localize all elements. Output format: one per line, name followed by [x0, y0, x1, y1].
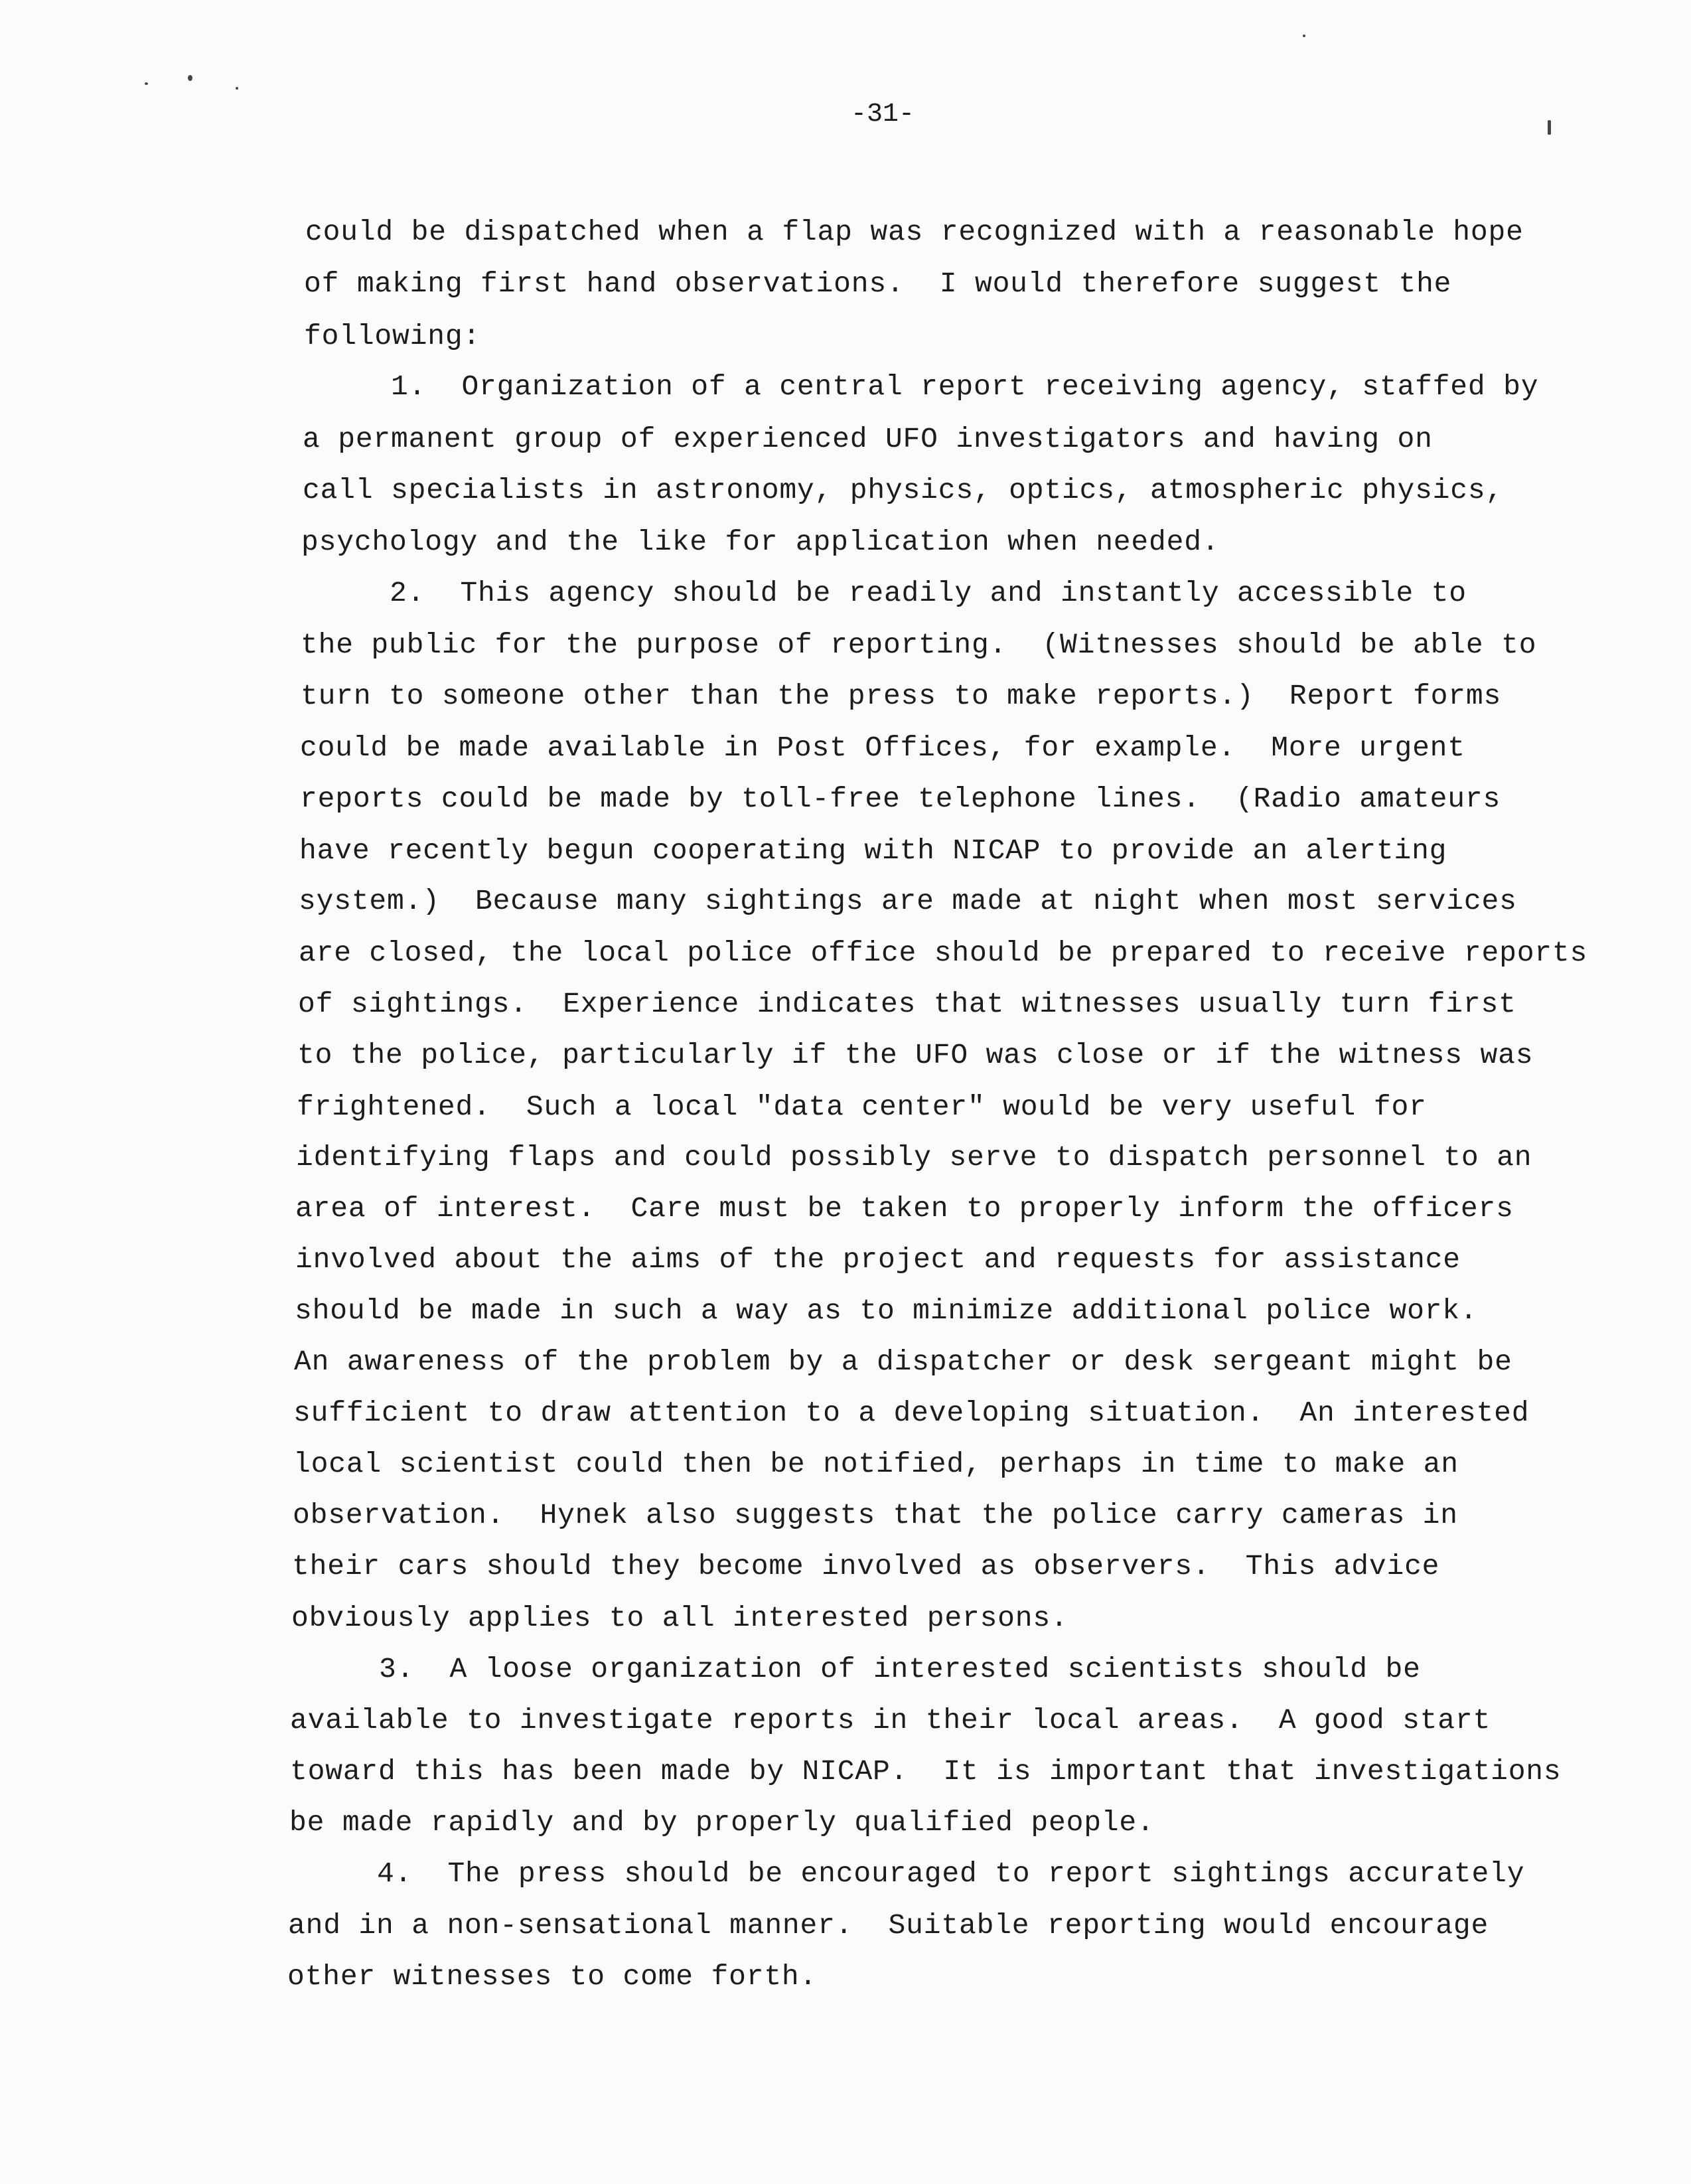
text-line: 4. The press should be encouraged to report sightings accurately [289, 1857, 1525, 1890]
text-line: 2. This agency should be readily and instantly accessible to [301, 577, 1467, 609]
text-line: of sightings. Experience indicates that witnesses usually turn first [298, 988, 1516, 1020]
scan-speck [1548, 120, 1551, 135]
text-line: following: [304, 320, 481, 352]
text-line: sufficient to draw attention to a developing situation. An interested [293, 1397, 1530, 1429]
text-line: the public for the purpose of reporting. (Witnesses should be able to [301, 629, 1537, 661]
text-line: 3. A loose organization of interested scientists should be [291, 1653, 1421, 1685]
page-number: -31- [850, 100, 915, 129]
text-line: involved about the aims of the project and requests for assistance [295, 1243, 1461, 1276]
text-line: identifying flaps and could possibly serve to dispatch personnel to an [296, 1141, 1532, 1174]
text-line: local scientist could then be notified, perhaps in time to make an [293, 1448, 1459, 1480]
text-line: could be made available in Post Offices, for example. More urgent [300, 732, 1465, 764]
scan-speck [188, 75, 192, 81]
text-line: be made rapidly and by properly qualified people. [289, 1806, 1155, 1839]
text-line: should be made in such a way as to minimize additional police work. [295, 1294, 1478, 1327]
text-line: turn to someone other than the press to make reports.) Report forms [301, 680, 1502, 712]
text-line: other witnesses to come forth. [287, 1960, 818, 1993]
text-line: are closed, the local police office should be prepared to receive reports [299, 937, 1588, 969]
text-line: and in a non-sensational manner. Suitable reporting would encourage [288, 1909, 1489, 1942]
text-line: observation. Hynek also suggests that the police carry cameras in [293, 1499, 1458, 1531]
text-line: frightened. Such a local "data center" would be very useful for [297, 1091, 1427, 1123]
text-line: call specialists in astronomy, physics, optics, atmospheric physics, [303, 474, 1504, 507]
text-line: of making first hand observations. I would therefore suggest the [304, 268, 1452, 300]
text-line: psychology and the like for application when needed. [301, 526, 1220, 558]
text-line: area of interest. Care must be taken to properly inform the officers [295, 1192, 1514, 1225]
text-line: 1. Organization of a central report receiving agency, staffed by [303, 370, 1539, 403]
text-line: their cars should they become involved as observers. This advice [292, 1550, 1440, 1583]
text-line: An awareness of the problem by a dispatcher or desk sergeant might be [294, 1346, 1512, 1378]
text-line: toward this has been made by NICAP. It is important that investigations [290, 1755, 1562, 1788]
text-line: obviously applies to all interested persons. [291, 1602, 1068, 1634]
text-line: system.) Because many sightings are made at night when most services [299, 885, 1517, 917]
text-line: could be dispatched when a flap was recognized with a reasonable hope [305, 216, 1524, 248]
scan-speck [236, 87, 238, 90]
scan-speck [1303, 35, 1305, 37]
text-line: available to investigate reports in their local areas. A good start [290, 1704, 1491, 1737]
text-line: to the police, particularly if the UFO was close or if the witness was [297, 1039, 1534, 1071]
text-line: reports could be made by toll-free telephone lines. (Radio amateurs [300, 783, 1501, 815]
text-line: have recently begun cooperating with NICAP to provide an alerting [299, 834, 1447, 867]
scan-speck [145, 82, 148, 85]
text-line: a permanent group of experienced UFO investigators and having on [303, 423, 1433, 455]
